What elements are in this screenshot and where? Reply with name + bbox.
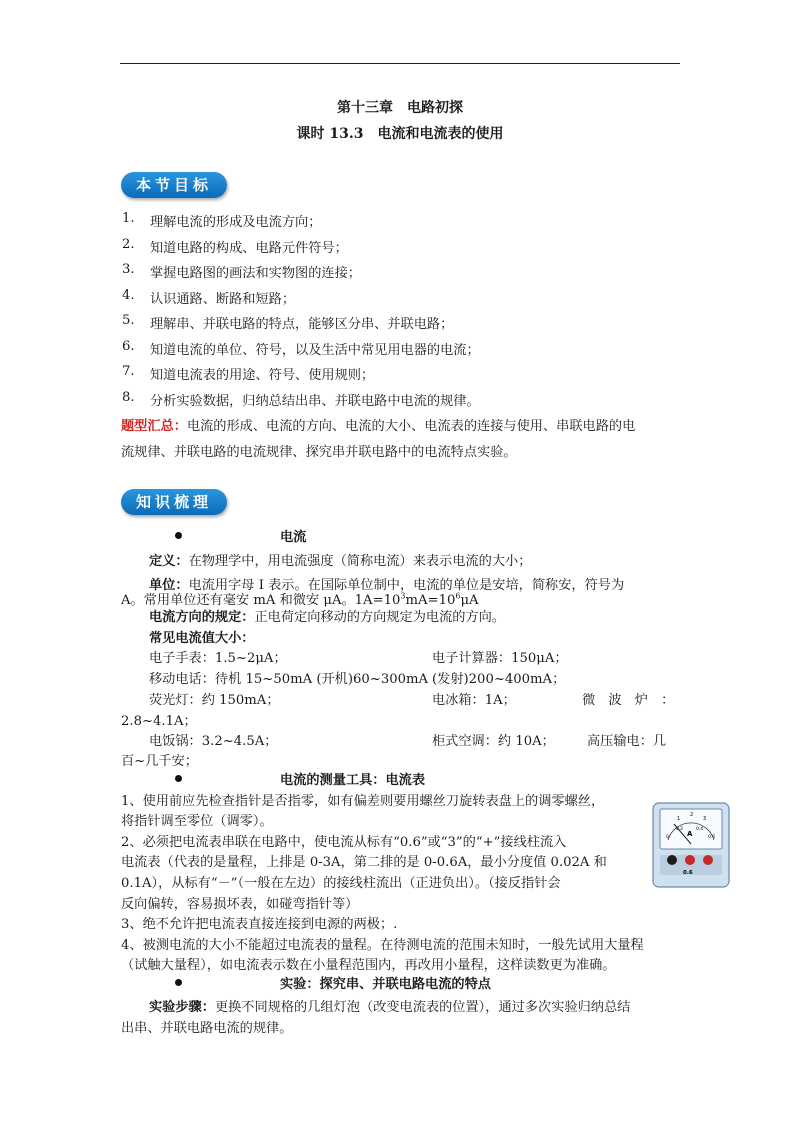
value-cooker: 电饭锅：3.2~4.5A；: [149, 734, 278, 749]
objective-number: 6.: [122, 339, 135, 354]
rule-2a: 2、必须把电流表串联在电路中，使电流从标有“0.6”或“3”的“+”接线柱流入: [121, 835, 567, 850]
objectives-banner: 本节目标: [121, 172, 227, 198]
value-lamp: 荧光灯：约 150mA；: [149, 693, 280, 708]
objective-number: 4.: [122, 288, 135, 303]
bullet-icon: [175, 532, 182, 539]
objective-number: 7.: [122, 364, 135, 379]
bullet-icon: [175, 979, 182, 986]
objective-number: 8.: [122, 390, 135, 405]
dial-top-label: 1: [677, 816, 681, 822]
rule-4b: （试触大量程），如电流表示数在小量程范围内，再改用小量程，这样读数更为准确。: [121, 958, 616, 973]
value-hv-range: 百~几千安；: [121, 754, 198, 769]
section-title-current: 电流: [280, 530, 307, 545]
value-fridge: 电冰箱：1A；: [432, 693, 516, 708]
rule-2c: 0.1A），从标有“－”（一般在左边）的接线柱流出（正进负出）。（接反指针会: [121, 876, 561, 891]
objective-item: 知道电流的单位、符号，以及生活中常见用电器的电流；: [150, 343, 480, 358]
value-microwave-range: 2.8~4.1A；: [121, 714, 197, 729]
objective-item: 理解串、并联电路的特点，能够区分串、并联电路；: [150, 317, 454, 332]
summary-line-1: [121, 415, 635, 434]
value-phone-tx: (发射)200~400mA；: [432, 672, 566, 687]
objective-item: 掌握电路图的画法和实物图的连接；: [150, 266, 361, 281]
objective-number: 2.: [122, 237, 135, 252]
value-hv: 高压输电：几: [587, 734, 667, 749]
unit-line-2: A。常用单位还有毫安 mA 和微安 μA。$1A=10^3mA=10^6\mu A$: [121, 591, 479, 608]
dial-top-label: 3: [703, 816, 707, 822]
chapter-title: 第十三章 电路初探: [337, 100, 463, 116]
dial-bottom-label: 0: [666, 835, 669, 840]
ammeter-illustration: [650, 800, 732, 890]
summary-line-2: 流规律、并联电路的电流规律、探究串并联电路中的电流特点实验。: [121, 445, 517, 460]
meter-letter: A: [687, 830, 693, 838]
value-calculator: 电子计算器：150μA；: [432, 651, 568, 666]
dial-bottom-label: 0.6: [708, 835, 716, 840]
header-rule: [120, 63, 680, 64]
objective-item: 认识通路、断路和短路；: [150, 292, 296, 307]
objective-number: 5.: [122, 313, 135, 328]
terminal-positive-icon: [703, 855, 713, 865]
section-title-experiment: 实验：探究串、并联电路电流的特点: [280, 977, 491, 992]
objective-number: 3.: [122, 262, 135, 277]
dial-bottom-label: 0.2: [676, 827, 684, 832]
terminal-label: 0.6: [683, 870, 693, 876]
bullet-icon: [175, 775, 182, 782]
lesson-title: 课时 13.3 电流和电流表的使用: [296, 126, 504, 142]
objective-number: 1.: [122, 211, 135, 226]
terminal-negative-icon: [667, 855, 677, 865]
summary-label: 题型汇总：: [121, 419, 187, 434]
definition-line: 定义：在物理学中，用电流强度（简称电流）来表示电流的大小；: [149, 554, 532, 569]
knowledge-banner: 知识梳理: [121, 489, 227, 515]
value-phone: 移动电话：待机 15~50mA (开机)60~300mA: [149, 672, 429, 687]
value-microwave: 微 波 炉 ：: [582, 693, 675, 708]
rule-2b: 电流表（代表的是量程，上排是 0-3A，第二排的是 0-0.6A，最小分度值 0.02A 和: [121, 855, 607, 870]
objective-item: 理解电流的形成及电流方向；: [150, 215, 322, 230]
objective-item: 知道电路的构成、电路元件符号；: [150, 241, 348, 256]
dial-top-label: 2: [690, 812, 694, 818]
rule-3: 3、绝不允许把电流表直接连接到电源的两极；.: [121, 917, 398, 932]
experiment-steps-line-2: 出串、并联电路电流的规律。: [121, 1021, 293, 1036]
common-values-label: 常见电流值大小：: [149, 631, 255, 646]
unit-line-1: 单位：电流用字母 I 表示。在国际单位制中，电流的单位是安培，简称安，符号为: [149, 578, 625, 593]
direction-line: 电流方向的规定：正电荷定向移动的方向规定为电流的方向。: [149, 610, 506, 625]
dial-bottom-label: 0.4: [696, 827, 704, 832]
value-aircon: 柜式空调：约 10A；: [432, 734, 555, 749]
objective-item: 分析实验数据，归纳总结出串、并联电路中电流的规律。: [150, 394, 480, 409]
experiment-steps-line-1: 实验步骤：更换不同规格的几组灯泡（改变电流表的位置），通过多次实验归纳总结: [149, 1000, 631, 1015]
objective-item: 知道电流表的用途、符号、使用规则；: [150, 368, 375, 383]
section-title-ammeter: 电流的测量工具：电流表: [280, 773, 426, 788]
rule-1b: 将指针调至零位（调零）。: [121, 814, 273, 829]
summary-text: 电流的形成、电流的方向、电流的大小、电流表的连接与使用、串联电路的电: [186, 419, 636, 434]
rule-1a: 1、使用前应先检查指针是否指零，如有偏差则要用螺丝刀旋转表盘上的调零螺丝，: [121, 794, 605, 809]
rule-2d: 反向偏转，容易损坏表，如碰弯指针等）: [121, 897, 359, 912]
terminal-positive-icon: [685, 855, 695, 865]
rule-4a: 4、被测电流的大小不能超过电流表的量程。在待测电流的范围未知时，一般先试用大量程: [121, 938, 644, 953]
value-watch: 电子手表：1.5~2μA；: [149, 651, 287, 666]
